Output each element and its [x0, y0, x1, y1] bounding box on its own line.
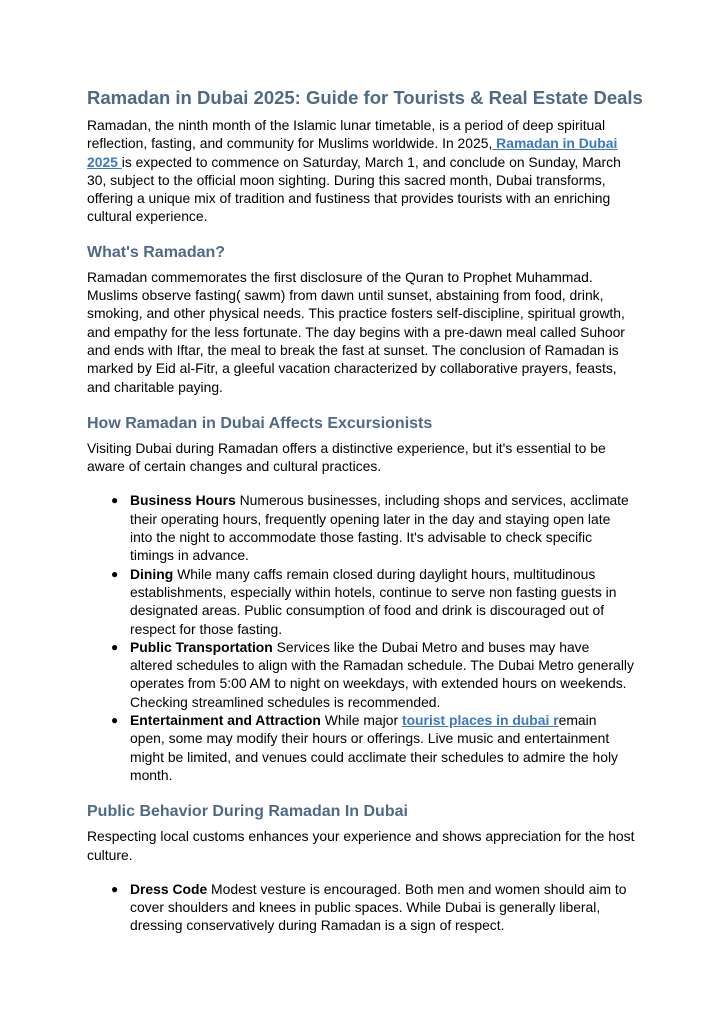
intro-text-before-link: Ramadan, the ninth month of the Islamic lunar timetable, is a period of deep spiritual reflection, fasting, and community for Muslims worldwide. In 2025,: [87, 117, 606, 152]
bullet-icon: ●: [111, 493, 119, 508]
list-item-text-before-link: While major: [320, 712, 402, 729]
list-item-text: Numerous businesses, including shops and services, acclimate their operating hours, frequently opening later in the day and staying open late into the night to accommodate those fasting. It's advisable to check specific timings in advance.: [130, 492, 629, 564]
section-heading-public-behavior: Public Behavior During Ramadan In Dubai: [87, 803, 408, 821]
public-behavior-bullet-list: [87, 880, 635, 935]
whats-ramadan-paragraph: Ramadan commemorates the first disclosure of the Quran to Prophet Muhammad. Muslims observe fasting( sawm) from dawn until sunset, abstaining from food, drink, smoking, and other physical needs. This practice fosters self-discipline, spiritual growth, and empathy for the less fortunate. The day begins with a pre-dawn meal called Suhoor and ends with Iftar, the meal to break the fast at sunset. The conclusion of Ramadan is marked by Eid al-Fitr, a gleeful vacation characterized by collaborative prayers, feasts, and charitable paying.: [87, 268, 625, 395]
excursionists-intro-paragraph: Visiting Dubai during Ramadan offers a distinctive experience, but it's essential to be aware of certain changes and cultural practices.: [87, 439, 606, 475]
list-item-title: Entertainment and Attraction: [130, 712, 321, 729]
list-item-title: Public Transportation: [130, 638, 273, 655]
page-title: Ramadan in Dubai 2025: Guide for Tourists & Real Estate Deals: [87, 87, 643, 108]
ramadan-in-dubai-2025-link[interactable]: Ramadan in Dubai 2025: [87, 135, 618, 170]
excursionists-bullet-list: [87, 491, 635, 784]
list-item-text: Modest vesture is encouraged. Both men and women should aim to cover shoulders and knees in public spaces. While Dubai is generally liberal, dressing conservatively during Ramadan is a sign of respect.: [130, 880, 627, 934]
bullet-icon: ●: [111, 639, 119, 654]
tourist-places-link[interactable]: tourist places in dubai r: [401, 712, 559, 729]
bullet-icon: ●: [111, 713, 119, 728]
list-item-title: Dining: [130, 565, 174, 582]
list-item-public-transportation: [87, 638, 635, 711]
list-item-text-after-link: emain open, some may modify their hours or offerings. Live music and entertainment might be limited, and venues could acclimate their schedules to admire the holy month.: [130, 712, 618, 783]
list-item-text: Services like the Dubai Metro and buses may have altered schedules to align with the Ramadan schedule. The Dubai Metro generally operates from 5:00 AM to night on weekdays, with extended hours on weekends. Checking streamlined schedules is recommended.: [130, 638, 634, 710]
list-item-entertainment: [87, 711, 635, 784]
section-heading-excursionists: How Ramadan in Dubai Affects Excursionists: [87, 414, 433, 432]
intro-text-after-link: is expected to commence on Saturday, March 1, and conclude on Sunday, March 30, subject to the official moon sighting. During this sacred month, Dubai transforms, offering a unique mix of tradition and fustiness that provides tourists with an enriching cultural experience.: [87, 153, 621, 225]
intro-paragraph: [87, 116, 635, 226]
list-item-dress-code: [87, 880, 635, 935]
list-item-dining: [87, 565, 635, 638]
bullet-icon: ●: [111, 566, 119, 581]
bullet-icon: ●: [111, 881, 119, 896]
list-item-text: While many caffs remain closed during daylight hours, multitudinous establishments, especially within hotels, continue to serve non fasting guests in designated areas. Public consumption of food and drink is discouraged out of respect for those fasting.: [130, 565, 617, 637]
list-item-title: Dress Code: [130, 880, 208, 897]
document-content: [87, 86, 643, 952]
list-item-title: Business Hours: [130, 492, 236, 509]
public-behavior-intro-paragraph: Respecting local customs enhances your experience and shows appreciation for the host culture.: [87, 828, 635, 863]
section-heading-whats-ramadan: What's Ramadan?: [87, 243, 226, 261]
list-item-business-hours: [87, 491, 635, 564]
